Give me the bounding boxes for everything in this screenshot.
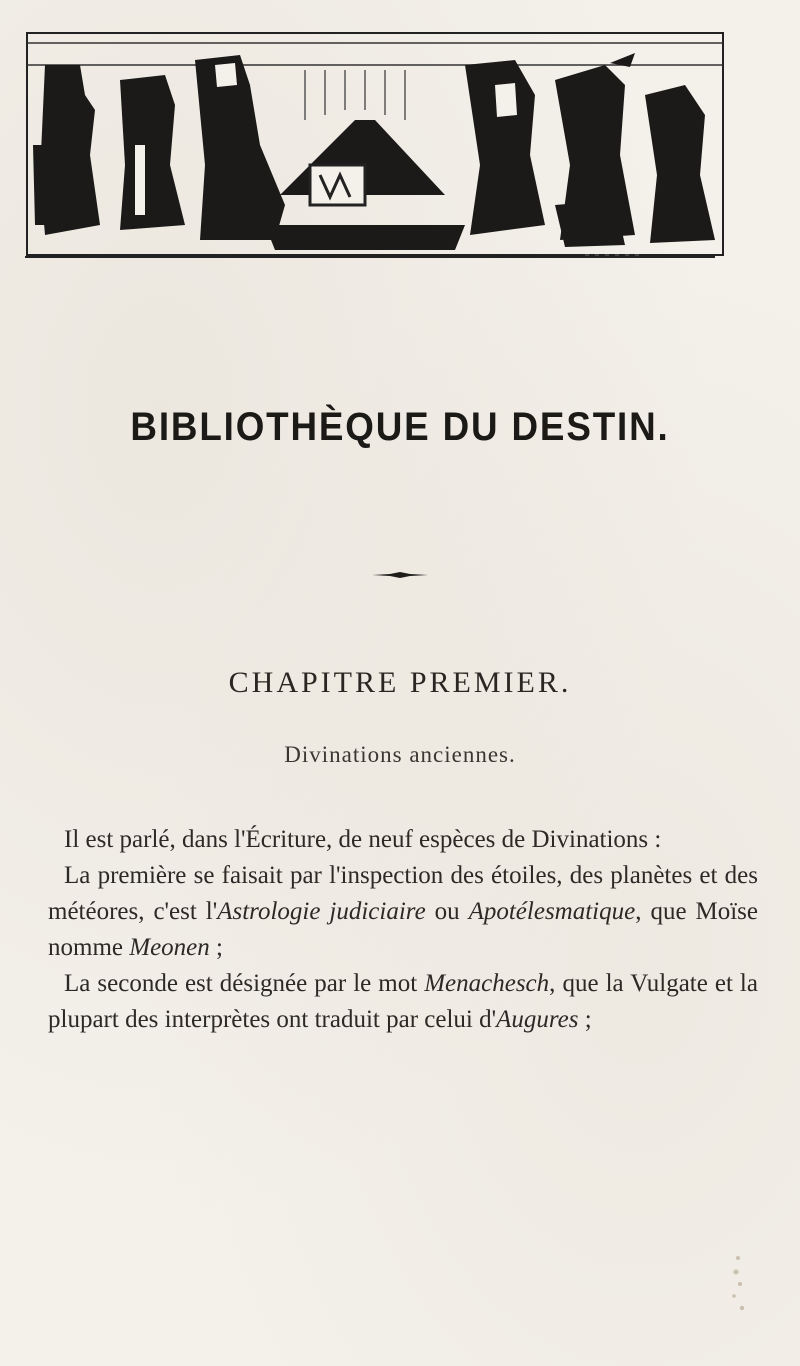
library-title: BIBLIOTHÈQUE DU DESTIN. [130, 405, 670, 449]
page-stain-marks [718, 1248, 758, 1328]
text-segment: La première se faisait par l'inspection des étoiles, des planètes et des météores, c'est l' [48, 862, 758, 925]
paragraph [48, 966, 758, 1038]
text-segment: , que la Vulgate et la plupart des interprètes ont traduit par celui d' [48, 970, 758, 1033]
italic-term: Meonen [129, 934, 210, 961]
italic-term: Astrologie judiciaire [217, 898, 426, 925]
text-segment: Il est parlé, dans l'Écriture, de neuf espèces de Divinations : [64, 826, 662, 853]
ornamental-separator [372, 571, 428, 579]
text-segment: ou [425, 898, 469, 925]
chapter-title: CHAPITRE PREMIER. [228, 666, 572, 699]
egyptian-vignette-illustration [25, 25, 725, 260]
italic-term: Augures [496, 1006, 579, 1033]
text-segment: ; [209, 934, 223, 961]
text-segment: La seconde est désignée par le mot [64, 970, 425, 997]
text-segment: , que Moïse nomme [48, 898, 758, 961]
chapter-body-text [48, 822, 758, 1038]
chapter-subtitle: Divinations anciennes. [284, 742, 516, 767]
italic-term: Apotélesmatique [468, 898, 636, 925]
text-segment: ; [578, 1006, 592, 1033]
paragraph [48, 858, 758, 966]
italic-term: Menachesch [424, 970, 550, 997]
paragraph [48, 822, 758, 858]
